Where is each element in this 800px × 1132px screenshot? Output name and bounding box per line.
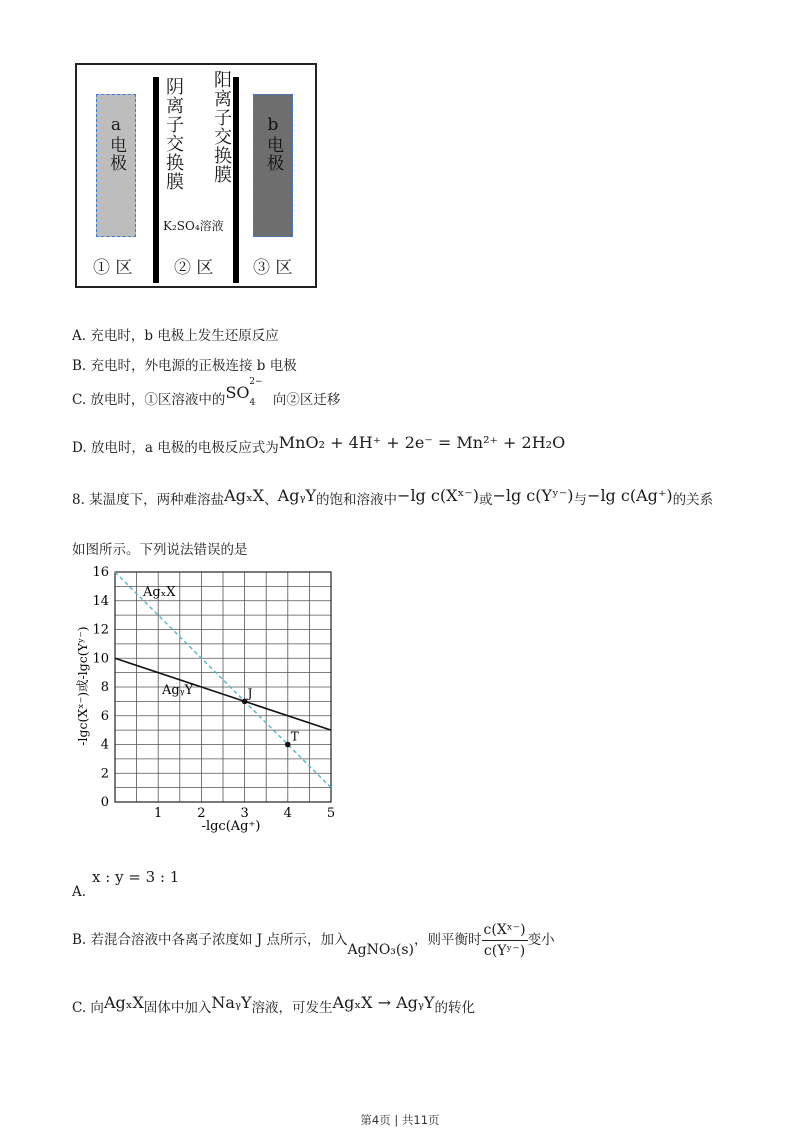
cation-membrane-label: 阳离子交换膜 <box>211 70 232 184</box>
q8-option-a: A.x : y = 3 : 1 <box>72 868 180 900</box>
y-tick-label: 2 <box>100 766 109 782</box>
electrode-b <box>253 94 293 237</box>
y-tick-label: 8 <box>100 680 109 695</box>
y-tick-label: 14 <box>92 593 109 609</box>
y-axis-label: -lgc(Xˣ⁻)或-lgc(Yʸ⁻) <box>75 626 90 746</box>
x-tick-label: 2 <box>197 806 206 821</box>
q7-option-d: D. 放电时，a 电极的电极反应式为MnO₂ + 4H⁺ + 2e⁻ = Mn²⁺ + 2H₂O <box>72 433 566 456</box>
q7-option-c <box>72 376 341 411</box>
anion-exchange-membrane <box>153 77 159 283</box>
zone-3-label: ③ 区 <box>253 258 293 278</box>
zone-1-label: ① 区 <box>93 258 133 278</box>
x-axis-label: -lgc(Ag⁺) <box>201 819 261 834</box>
q7-option-d-equation: MnO₂ + 4H⁺ + 2e⁻ = Mn²⁺ + 2H₂O <box>278 433 566 452</box>
point-j <box>242 699 248 705</box>
point-label-j: J <box>247 686 253 701</box>
x-tick-label: 5 <box>326 806 336 821</box>
point-label-t: T <box>290 729 299 744</box>
electrode-a-label: a电极 <box>106 115 126 172</box>
y-tick-label: 0 <box>100 795 109 810</box>
q8-stem-line1: 8. 某温度下，两种难溶盐AgₓX、AgᵧY的饱和溶液中−lg c(Xˣ⁻)或−lg c(Yʸ⁻)与−lg c(Ag⁺)的关系 <box>72 486 714 508</box>
series-label-agxx: AgₓX <box>143 585 176 600</box>
electrode-a <box>96 94 136 237</box>
zone-2-label: ② 区 <box>174 258 214 278</box>
x-tick-label: 4 <box>283 806 292 821</box>
y-tick-label: 4 <box>100 737 109 753</box>
chart-ticks <box>92 565 335 821</box>
y-tick-label: 6 <box>100 708 109 724</box>
cation-exchange-membrane <box>233 77 239 283</box>
q7-option-c-suffix: 向②区迁移 <box>268 392 341 408</box>
q7-option-c-prefix: C. 放电时，①区溶液中的 <box>72 392 226 408</box>
y-tick-label: 12 <box>92 622 109 638</box>
y-tick-label: 16 <box>92 565 109 580</box>
point-t <box>285 742 291 748</box>
q8-option-a-ratio: x : y = 3 : 1 <box>92 868 180 886</box>
q7-option-a: A. 充电时，b 电极上发生还原反应 <box>72 328 279 344</box>
x-tick-label: 3 <box>240 806 249 821</box>
anion-membrane-label: 阴离子交换膜 <box>163 77 184 191</box>
q8-option-c: C. 向AgₓX固体中加入NaᵧY溶液，可发生AgₓX → AgᵧY的转化 <box>72 993 475 1016</box>
solubility-chart <box>70 560 350 840</box>
series-label-agyy: AgᵧY <box>162 683 194 698</box>
q8-option-b: B. 若混合溶液中各离子浓度如 J 点所示，加入AgNO₃(s)，则平衡时 $\frac{\text{c(Xˣ⁻)}}{\text{c(Yʸ⁻)}}$ 变小 <box>72 922 555 959</box>
page-footer: 第4页 | 共11页 <box>360 1113 440 1127</box>
concentration-ratio: $\frac{\text{c(Xˣ⁻)}}{\text{c(Yʸ⁻)}}$ <box>483 922 526 959</box>
electrode-b-label: b电极 <box>263 115 283 172</box>
q8-stem-line2: 如图所示。下列说法错误的是 <box>72 542 248 558</box>
k2so4-solution-label: K₂SO₄溶液 <box>163 219 224 233</box>
y-tick-label: 10 <box>92 651 109 667</box>
sulfate-formula: $SO_4^{2-}$ <box>225 376 263 409</box>
x-tick-label: 1 <box>154 806 163 821</box>
chart-grid <box>115 572 331 802</box>
electrolysis-cell-diagram <box>75 63 317 288</box>
q7-option-b: B. 充电时，外电源的正极连接 b 电极 <box>72 358 297 374</box>
